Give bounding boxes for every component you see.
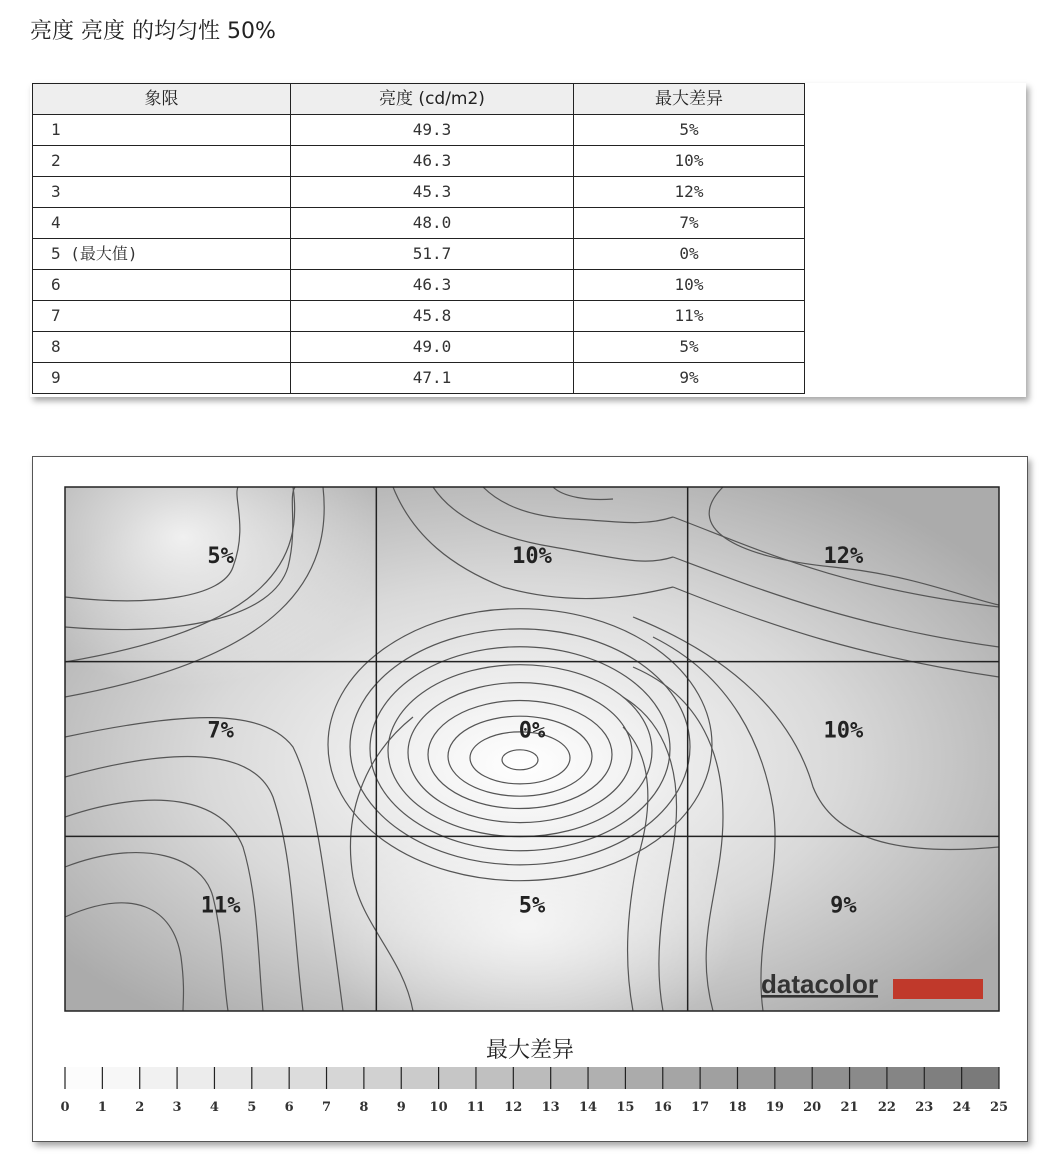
legend-tick-label: 21 <box>840 1100 859 1115</box>
cell-label: 12% <box>823 544 864 569</box>
cell-quadrant: 2 <box>33 146 291 177</box>
cell-quadrant: 5 (最大值) <box>33 239 291 270</box>
legend-swatch <box>252 1067 289 1089</box>
column-header-quadrant: 象限 <box>33 84 291 115</box>
legend-swatch <box>924 1067 961 1089</box>
table-row <box>33 332 805 363</box>
legend-swatch <box>850 1067 887 1089</box>
uniformity-table-panel <box>30 83 1026 397</box>
cell-label: 10% <box>512 544 552 569</box>
cell-max-diff: 5% <box>574 332 805 363</box>
brand-text: datacolor <box>761 969 879 999</box>
legend-swatch <box>65 1067 102 1089</box>
cell-luminance: 48.0 <box>291 208 574 239</box>
cell-label: 0% <box>518 718 546 744</box>
legend-swatch <box>364 1067 401 1089</box>
legend-tick-label: 1 <box>97 1100 107 1115</box>
legend-swatch <box>177 1067 214 1089</box>
cell-luminance: 45.8 <box>291 301 574 332</box>
cell-max-diff: 10% <box>574 146 805 177</box>
legend-tick-label: 20 <box>803 1100 822 1115</box>
legend-tick-label: 23 <box>915 1100 934 1115</box>
cell-quadrant: 7 <box>33 301 291 332</box>
cell-quadrant: 1 <box>33 115 291 146</box>
cell-quadrant: 9 <box>33 363 291 394</box>
column-header-max-diff: 最大差异 <box>574 84 805 115</box>
legend-swatch <box>551 1067 588 1089</box>
table-header-row <box>33 84 805 115</box>
page-title: 亮度 亮度 的均匀性 50% <box>30 19 276 44</box>
legend-title: 最大差异 <box>485 1038 575 1063</box>
cell-luminance: 49.3 <box>291 115 574 146</box>
cell-max-diff: 12% <box>574 177 805 208</box>
table-row <box>33 146 805 177</box>
legend-tick-label: 15 <box>616 1100 635 1115</box>
table-row <box>33 363 805 394</box>
legend-swatch <box>327 1067 364 1089</box>
legend-swatch <box>214 1067 251 1089</box>
legend-tick-label: 22 <box>877 1100 896 1115</box>
legend-tick-label: 14 <box>578 1100 598 1115</box>
legend-tick-label: 17 <box>691 1100 710 1115</box>
table-row <box>33 239 805 270</box>
legend-swatch <box>737 1067 774 1089</box>
legend-tick-label: 5 <box>247 1100 257 1115</box>
legend-tick-label: 2 <box>135 1100 145 1115</box>
cell-label: 10% <box>823 718 864 744</box>
cell-label: 11% <box>200 893 241 919</box>
cell-max-diff: 7% <box>574 208 805 239</box>
legend-swatch <box>812 1067 849 1089</box>
legend-swatch <box>700 1067 737 1089</box>
column-header-luminance: 亮度 (cd/m2) <box>291 84 574 115</box>
cell-luminance: 47.1 <box>291 363 574 394</box>
cell-luminance: 49.0 <box>291 332 574 363</box>
table-row <box>33 270 805 301</box>
cell-label: 7% <box>207 718 234 744</box>
legend-swatch <box>140 1067 177 1089</box>
table-row <box>33 208 805 239</box>
cell-max-diff: 9% <box>574 363 805 394</box>
legend-swatch <box>625 1067 662 1089</box>
cell-luminance: 45.3 <box>291 177 574 208</box>
cell-luminance: 51.7 <box>291 239 574 270</box>
legend-swatch <box>887 1067 924 1089</box>
uniformity-table <box>32 83 805 394</box>
legend-tick-label: 24 <box>952 1100 971 1115</box>
legend-swatch <box>588 1067 625 1089</box>
legend-swatch <box>962 1067 999 1089</box>
cell-quadrant: 4 <box>33 208 291 239</box>
cell-max-diff: 5% <box>574 115 805 146</box>
cell-max-diff: 10% <box>574 270 805 301</box>
legend-swatch <box>476 1067 513 1089</box>
legend-tick-label: 12 <box>504 1100 523 1115</box>
brand-bar <box>893 979 983 999</box>
uniformity-chart-panel <box>32 456 1028 1142</box>
legend-tick-label: 0 <box>60 1100 70 1115</box>
table-row <box>33 177 805 208</box>
cell-quadrant: 8 <box>33 332 291 363</box>
table-row <box>33 301 805 332</box>
cell-label: 5% <box>207 544 234 569</box>
legend-tick-label: 6 <box>284 1100 294 1115</box>
legend-swatch <box>401 1067 438 1089</box>
uniformity-heatmap <box>33 457 1027 1141</box>
legend-tick-label: 10 <box>429 1100 448 1115</box>
cell-quadrant: 6 <box>33 270 291 301</box>
legend-tick-label: 9 <box>396 1100 406 1115</box>
legend-tick-label: 25 <box>989 1100 1009 1115</box>
legend-swatch <box>775 1067 812 1089</box>
legend-tick-label: 11 <box>466 1100 486 1115</box>
cell-luminance: 46.3 <box>291 270 574 301</box>
legend-tick-label: 7 <box>321 1100 332 1115</box>
legend-tick-label: 16 <box>653 1100 672 1115</box>
legend-swatch <box>513 1067 550 1089</box>
cell-luminance: 46.3 <box>291 146 574 177</box>
legend-scale <box>60 1067 1008 1115</box>
legend-tick-label: 4 <box>209 1100 219 1115</box>
legend-swatch <box>102 1067 139 1089</box>
legend-tick-label: 8 <box>359 1100 369 1115</box>
cell-label: 9% <box>830 893 857 919</box>
legend-tick-label: 18 <box>728 1100 747 1115</box>
cell-quadrant: 3 <box>33 177 291 208</box>
cell-label: 5% <box>518 893 546 919</box>
table-body <box>33 115 805 394</box>
legend-tick-label: 19 <box>765 1100 784 1115</box>
cell-max-diff: 0% <box>574 239 805 270</box>
legend-swatch <box>289 1067 326 1089</box>
legend-swatch <box>663 1067 700 1089</box>
table-row <box>33 115 805 146</box>
cell-max-diff: 11% <box>574 301 805 332</box>
legend-tick-label: 13 <box>541 1100 560 1115</box>
legend-tick-label: 3 <box>172 1100 182 1115</box>
legend-swatch <box>439 1067 476 1089</box>
